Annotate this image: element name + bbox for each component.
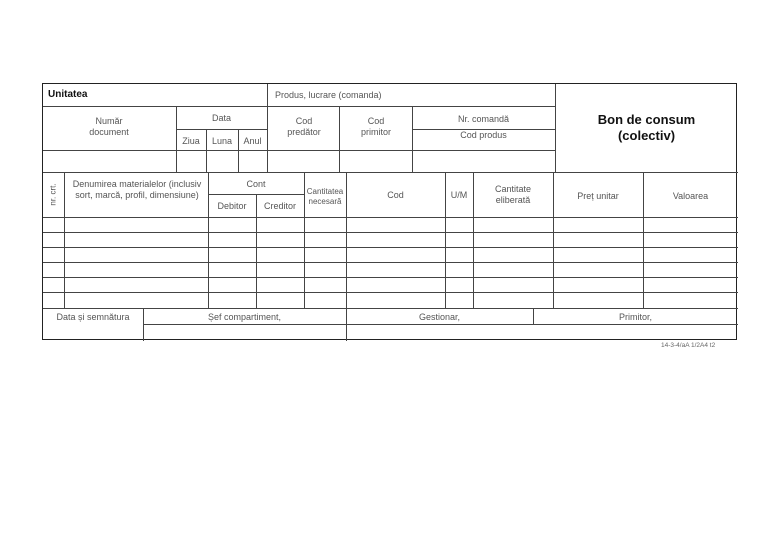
row-line bbox=[43, 292, 738, 293]
nr-comanda-label: Nr. comandă bbox=[457, 114, 510, 124]
col-line bbox=[339, 106, 340, 172]
col-line bbox=[473, 172, 474, 308]
row-line bbox=[43, 232, 738, 233]
cont-label: Cont bbox=[246, 179, 266, 189]
header-divider-mid bbox=[43, 150, 555, 151]
col-line bbox=[267, 106, 268, 172]
cantitatea-necesara-label: Cantitatea necesară bbox=[306, 187, 344, 206]
cod-label: Cod bbox=[387, 190, 404, 200]
gestionar-label: Gestionar, bbox=[418, 312, 461, 322]
cod-produs-label: Cod produs bbox=[460, 130, 507, 140]
form-title bbox=[555, 112, 738, 144]
table-header-divider bbox=[43, 217, 738, 218]
title-line2: (colectiv) bbox=[617, 128, 676, 143]
cod-predator-label: Cod predător bbox=[287, 116, 321, 137]
col-line bbox=[267, 84, 268, 106]
header-divider-top bbox=[43, 106, 555, 107]
debitor-label: Debitor bbox=[217, 201, 247, 211]
col-line bbox=[64, 172, 65, 308]
row-line bbox=[43, 262, 738, 263]
primitor-label: Primitor, bbox=[618, 312, 652, 322]
anul-label: Anul bbox=[243, 136, 262, 146]
form-code: 14-3-4/aA 1/2A4 t2 bbox=[661, 342, 716, 349]
row-line bbox=[43, 247, 738, 248]
um-label: U/M bbox=[450, 190, 468, 200]
footer-divider bbox=[43, 308, 738, 309]
ziua-label: Ziua bbox=[182, 136, 200, 146]
luna-label: Luna bbox=[211, 136, 233, 146]
header-divider-bottom bbox=[43, 172, 738, 173]
valoarea-label: Valoarea bbox=[672, 191, 709, 201]
col-line bbox=[208, 172, 209, 308]
creditor-label: Creditor bbox=[263, 201, 296, 211]
numar-document-label: Număr document bbox=[89, 116, 129, 137]
bon-de-consum-form bbox=[42, 83, 737, 340]
row-line bbox=[43, 277, 738, 278]
produs-label: Produs, lucrare (comanda) bbox=[275, 90, 382, 100]
footer-sign-line bbox=[143, 324, 738, 325]
denumirea-label: Denumirea materialelor (inclusiv sort, marcă, profil, dimensiune) bbox=[72, 179, 202, 200]
cantitate-eliberata-label: Cantitate eliberată bbox=[494, 184, 532, 205]
sef-compartiment-label: Șef compartiment, bbox=[207, 312, 282, 322]
data-semnatura-label: Data și semnătura bbox=[56, 312, 130, 322]
title-line1: Bon de consum bbox=[597, 112, 696, 127]
data-label: Data bbox=[211, 113, 231, 123]
date-divider bbox=[176, 129, 267, 130]
pret-unitar-label: Preț unitar bbox=[577, 191, 619, 201]
cod-primitor-label: Cod primitor bbox=[360, 116, 391, 137]
unitatea-label: Unitatea bbox=[48, 89, 88, 100]
nr-crt-label: nr. crt. bbox=[48, 183, 58, 206]
